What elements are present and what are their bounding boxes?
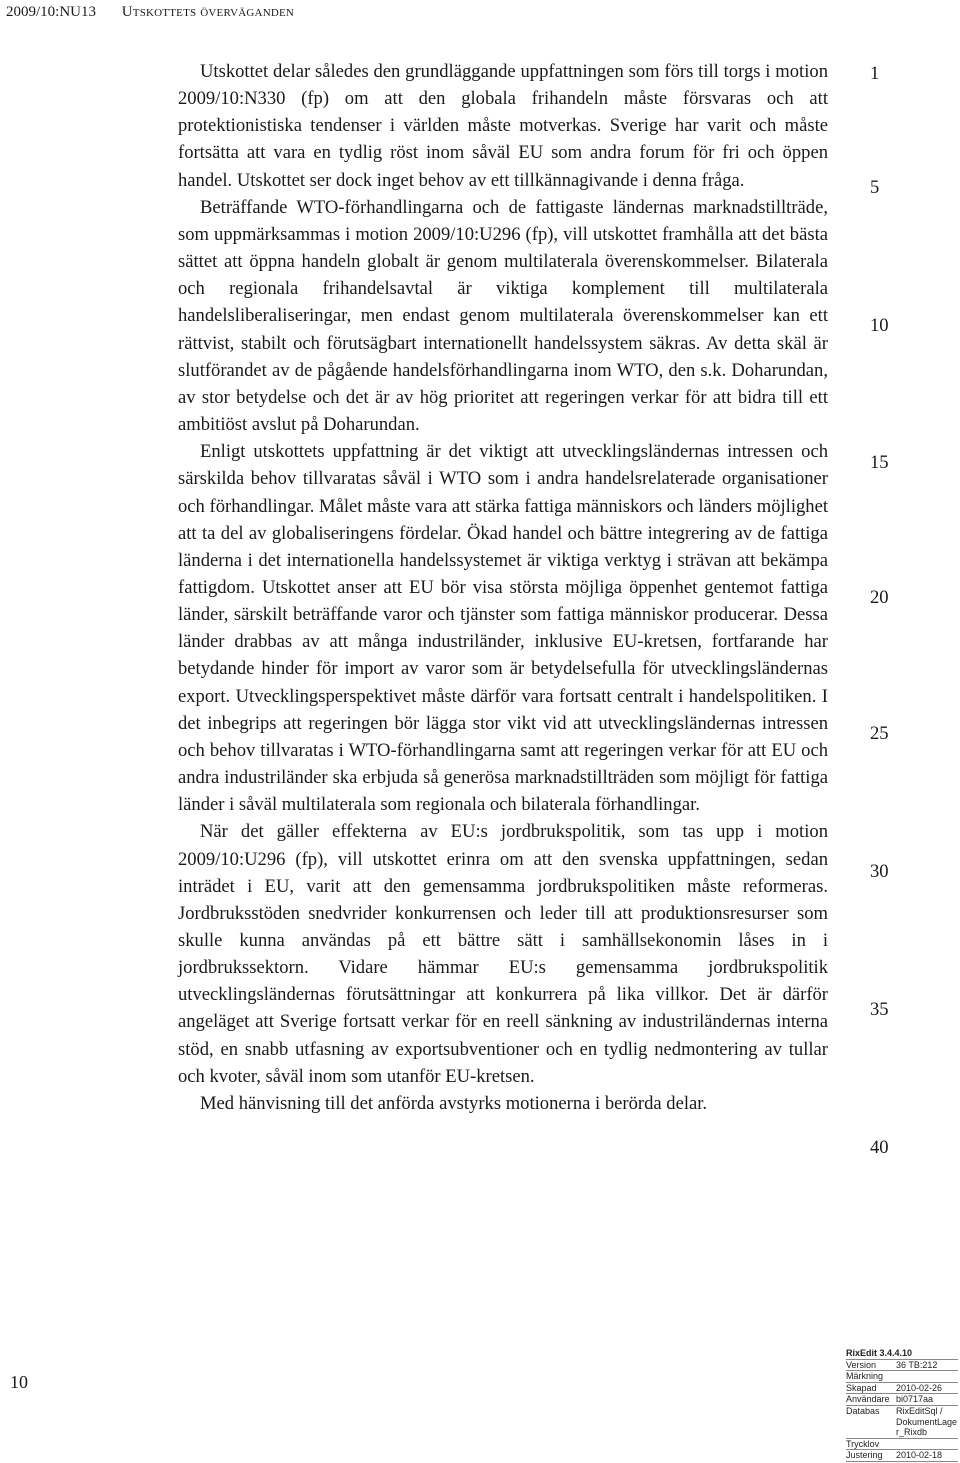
metadata-value: 36 TB:212: [896, 1359, 938, 1370]
metadata-value: 2010-02-18: [896, 1450, 943, 1461]
metadata-row: [846, 1438, 958, 1450]
metadata-title: RixEdit 3.4.4.10: [846, 1348, 913, 1358]
metadata-row: [846, 1382, 958, 1394]
metadata-row: [846, 1405, 958, 1438]
metadata-row: [846, 1449, 958, 1462]
metadata-label: Användare: [846, 1394, 890, 1405]
line-number: 30: [870, 861, 889, 882]
line-number: 5: [870, 177, 880, 198]
rixedit-metadata: [846, 1348, 958, 1462]
paragraph: Med hänvisning till det anförda avstyrks motionerna i berörda delar.: [200, 1092, 708, 1114]
line-number: 20: [870, 587, 889, 608]
page-number: 10: [10, 1372, 28, 1392]
line-number: 1: [870, 63, 880, 84]
metadata-label: Märkning: [846, 1371, 884, 1382]
line-number: 25: [870, 723, 889, 744]
section-title: Utskottets överväganden: [121, 4, 295, 20]
metadata-label: Trycklov: [846, 1438, 880, 1449]
metadata-value: bi0717aa: [896, 1394, 934, 1405]
document-id: 2009/10:NU13: [6, 4, 96, 20]
line-number: 15: [870, 452, 889, 473]
paragraph: Enligt utskottets uppfattning är det viktigt att utvecklingsländernas intressen och särskilda behov tillvaratas såväl i WTO som i andra handelsrelaterade organisationer och förhandlingar. Målet måste vara att stärka fattiga människors och länders möjlighet att ta del av globaliseringens fördelar. Ökad handel och bättre integrering av de fattiga länderna i det internationella handelssystemet är viktiga verktyg i strävan att bekämpa fattigdom. Utskottet anser att EU bör visa största möjliga öppenhet gentemot fattiga länder, särskilt beträffande varor och tjänster som fattiga människor producerar. Dessa länder drabbas av att många industriländer, inklusive EU-kretsen, fortfarande har betydande hinder för import av varor som är betydelsefulla för utvecklingsländernas export. Utvecklingsperspektivet måste därför vara fortsatt centralt i handelspolitiken. I det inbegrips att regeringen bör lägga stor vikt vid att utvecklingsländernas intressen och behov tillvaratas i WTO-förhandlingarna samt att regeringen verkar för att EU och andra industriländer ska erbjuda så generösa marknadstillträden som möjligt för fattiga länder i såväl multilaterala som regionala och bilaterala förhandlingar.: [178, 441, 828, 816]
paragraph: När det gäller effekterna av EU:s jordbrukspolitik, som tas upp i motion 2009/10:U296 (fp), vill utskottet erinra om att den svenska uppfattningen, sedan inträdet i EU, varit att den gemensamma jordbrukspolitiken måste reformeras. Jordbruksstöden snedvrider konkurrensen och leder till att produktionsresurser som skulle kunna användas på ett bättre sätt i samhällsekonomin låses in i jordbrukssektorn. Vidare hämmar EU:s gemensamma jordbrukspolitik utvecklingsländernas förutsättningar att konkurrera på lika villkor. Det är därför angeläget att Sverige fortsatt verkar för en reell sänkning av industriländernas interna stöd, en snabb utfasning av exportsubventioner och en tydlig nedmontering av tullar och kvoter, såväl inom som utanför EU-kretsen.: [178, 821, 828, 1087]
metadata-row: [846, 1370, 958, 1382]
metadata-row: [846, 1359, 958, 1371]
paragraph: Utskottet delar således den grundläggande uppfattningen som förs till torgs i motion 2009/10:N330 (fp) om att den globala frihandeln måste försvaras och att protektionistiska tendenser i världen måste motverkas. Sverige har varit och måste fortsätta att vara en tydlig röst inom såväl EU som andra forum för fri och öppen handel. Utskottet ser dock inget behov av ett tillkännagivande i denna fråga.: [178, 61, 828, 191]
metadata-label: Version: [846, 1359, 877, 1370]
line-number: 10: [870, 315, 889, 336]
paragraph: Beträffande WTO-förhandlingarna och de fattigaste ländernas marknadstillträde, som uppmärksammas i motion 2009/10:U296 (fp), vill utskottet framhålla att det bästa sättet att öppna handeln globalt är genom multilaterala överenskommelser. Bilaterala och regionala frihandelsavtal är viktiga komplement till multilaterala handelsliberaliseringar, men endast genom multilaterala överenskommelser kan ett rättvist, stabilt och förutsägbart internationellt handelssystem säkras. Av detta skäl är slutförandet av de pågående handelsförhandlingarna inom WTO, den s.k. Doharundan, av stor betydelse och det är av hög prioritet att regeringen verkar för att bidra till ett ambitiöst avslut på Doharundan.: [178, 196, 828, 436]
metadata-value: [896, 1439, 958, 1450]
metadata-value: [896, 1371, 958, 1382]
metadata-label: Databas: [846, 1405, 880, 1416]
line-number: 35: [870, 999, 889, 1020]
metadata-row: [846, 1393, 958, 1405]
metadata-label: Justering: [846, 1450, 883, 1461]
line-number: 40: [870, 1137, 889, 1158]
metadata-value: 2010-02-26: [896, 1382, 943, 1393]
metadata-value: RixEditSql / DokumentLager_Rixdb: [896, 1405, 958, 1438]
metadata-label: Skapad: [846, 1382, 877, 1393]
